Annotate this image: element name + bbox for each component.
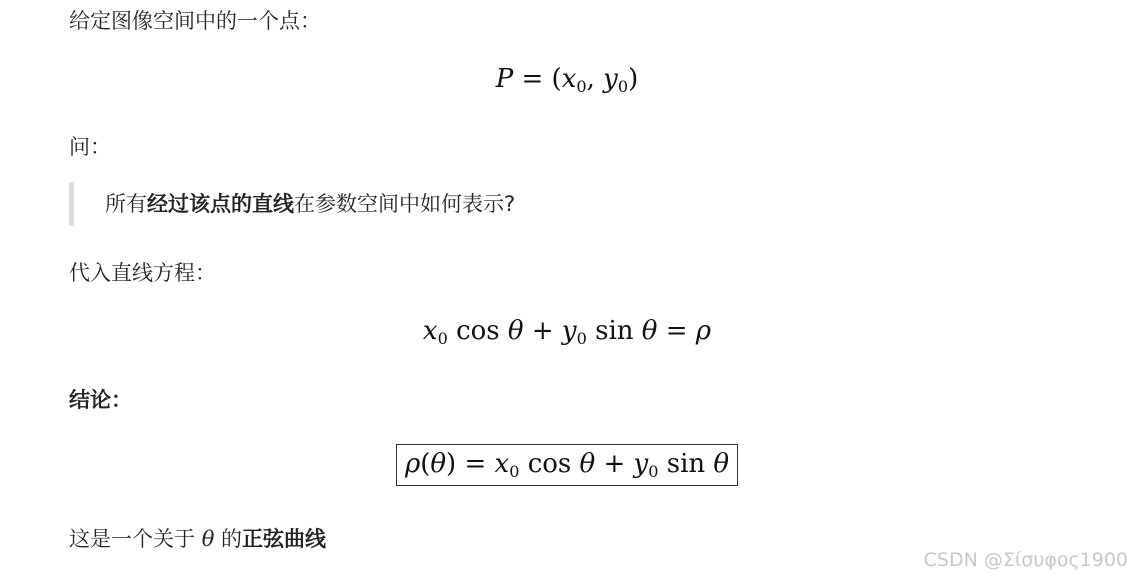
- eq-line-x-sub: 0: [437, 329, 448, 349]
- eq-point-x-sub: 0: [576, 77, 587, 97]
- eq-point-comma: ,: [586, 64, 604, 94]
- eq-point-eq: = (: [513, 64, 562, 94]
- eq-line-theta1: θ: [507, 316, 524, 346]
- eq-point-y: y: [603, 64, 618, 94]
- eq-boxed-x-sub: 0: [509, 462, 520, 482]
- eq-boxed-theta2: θ: [713, 449, 730, 479]
- equation-boxed: [0, 444, 1134, 486]
- intro-text: 给定图像空间中的一个点：: [69, 9, 321, 33]
- equation-point: [0, 64, 1134, 97]
- blockquote: [69, 182, 515, 226]
- equation-line: [0, 316, 1134, 349]
- eq-line-theta2: θ: [641, 316, 658, 346]
- final-middle: 的: [214, 527, 243, 551]
- eq-boxed-cos: cos: [519, 449, 580, 479]
- eq-line-eq: =: [657, 316, 696, 346]
- eq-boxed-close-eq: ) =: [446, 449, 495, 479]
- eq-boxed-y: y: [633, 449, 649, 479]
- watermark: CSDN @Σίσυφος1900: [923, 549, 1128, 571]
- eq-line-plus: +: [523, 316, 562, 346]
- eq-line-cos: cos: [447, 316, 508, 346]
- quote-prefix: 所有: [105, 192, 147, 216]
- eq-boxed-theta: θ: [430, 449, 447, 479]
- eq-line-rho: ρ: [695, 316, 712, 346]
- eq-point-y-sub: 0: [617, 77, 629, 97]
- eq-point-x: x: [561, 64, 577, 94]
- quote-suffix: 在参数空间中如何表示?: [294, 192, 516, 216]
- eq-boxed-plus: +: [595, 449, 634, 479]
- boxed-formula: [396, 444, 738, 486]
- question-label: 问：: [69, 135, 111, 159]
- eq-boxed-x: x: [494, 449, 510, 479]
- eq-point-close: ): [628, 64, 639, 94]
- quote-bold: 经过该点的直线: [147, 192, 294, 216]
- eq-boxed-sin: sin: [658, 449, 714, 479]
- eq-point-lhs: P: [495, 64, 514, 94]
- final-prefix: 这是一个关于: [69, 527, 202, 551]
- eq-line-x: x: [422, 316, 438, 346]
- final-theta: θ: [201, 527, 215, 551]
- eq-boxed-theta1: θ: [579, 449, 596, 479]
- substitute-text: 代入直线方程：: [69, 261, 216, 285]
- conclusion-heading: [69, 386, 132, 414]
- final-text: [69, 525, 326, 553]
- eq-boxed-open: (: [420, 449, 431, 479]
- eq-line-y: y: [561, 316, 577, 346]
- conclusion-bold: 结论：: [69, 388, 132, 412]
- eq-line-y-sub: 0: [576, 329, 587, 349]
- eq-boxed-rho: ρ: [404, 449, 421, 479]
- eq-boxed-y-sub: 0: [648, 462, 659, 482]
- eq-line-sin: sin: [586, 316, 642, 346]
- final-bold: 正弦曲线: [242, 527, 327, 551]
